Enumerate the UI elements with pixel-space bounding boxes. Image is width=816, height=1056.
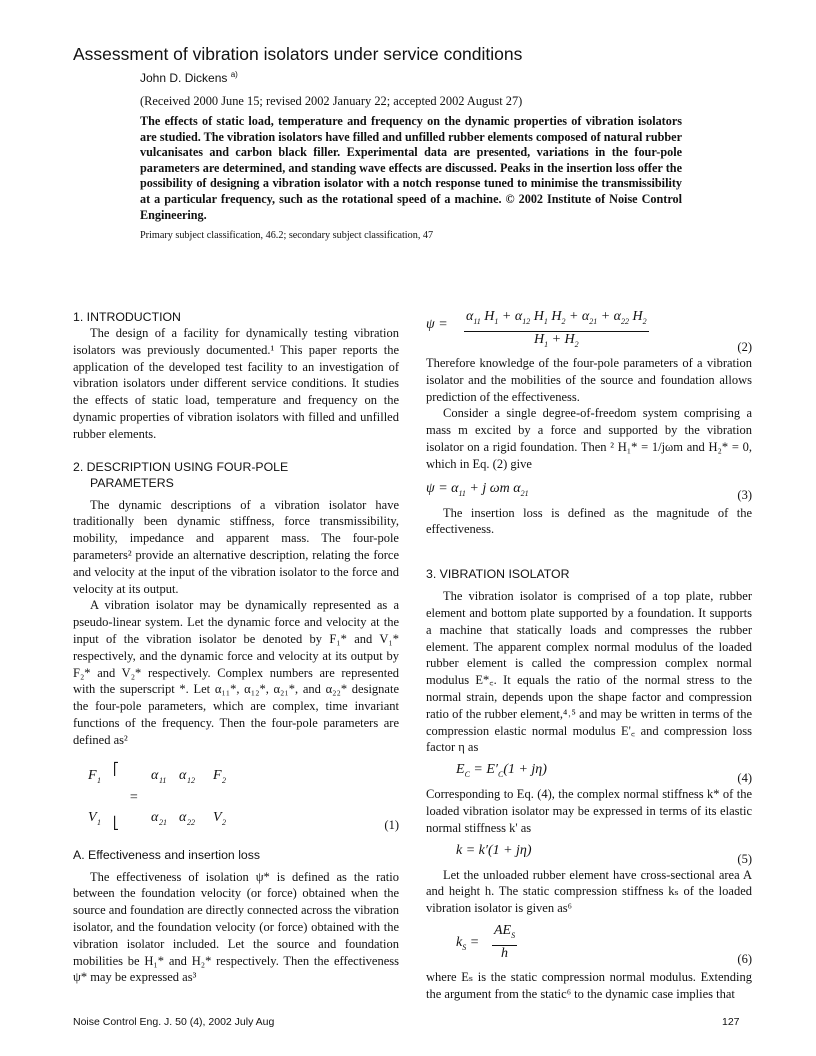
paragraph: Let the unloaded rubber element have cross-sectional area A and height h. The static compression stiffness kₛ of the loaded vibration isolator is given as⁶ <box>426 867 752 916</box>
paragraph: The vibration isolator is comprised of a top plate, rubber element and bottom plate supported by a foundation. It supports a machine that statically loads and compresses the rubber element. The apparent complex normal modulus of the loaded rubber element is called the compression complex normal modulus E*꜀. It equals the ratio of the normal stress to the normal strain, depends upon the shape factor and compression ratio of the rubber element,⁴˒⁵ and may be written in terms of the compression elastic normal modulus E'꜀ and compression loss factor η as <box>426 589 752 755</box>
section-heading-four-pole: 2. DESCRIPTION USING FOUR-POLE PARAMETERS <box>73 459 289 490</box>
svg-text:11: 11 <box>159 775 167 785</box>
section-heading-vibration-isolator: 3. VIBRATION ISOLATOR <box>426 567 570 582</box>
footer-journal: Noise Control Eng. J. 50 (4), 2002 July Aug <box>73 1016 275 1028</box>
svg-text:⎡: ⎡ <box>113 761 119 776</box>
paper-title: Assessment of vibration isolators under service conditions <box>73 44 523 64</box>
author-line <box>140 70 238 85</box>
svg-text:α: α <box>179 767 187 783</box>
svg-text:⎣: ⎣ <box>113 815 119 830</box>
section-heading-effectiveness: A. Effectiveness and insertion loss <box>73 847 261 862</box>
received-dates: (Received 2000 June 15; revised 2002 January 22; accepted 2002 August 27) <box>140 94 523 108</box>
svg-text:1: 1 <box>97 817 101 827</box>
svg-text:2: 2 <box>222 817 226 827</box>
paragraph: The dynamic descriptions of a vibration isolator have traditionally been dynamic stiffness, force transmissibility, mobility, impedance and apparent mass. The four-pole parameters² provide an alternative description, relating the force and velocity at the input of the vibration isolator to the force and velocity at its output. <box>73 497 399 596</box>
equation-number: (2) <box>737 340 752 354</box>
author-affiliation-mark: a) <box>230 70 238 79</box>
equation-number: (5) <box>737 851 752 866</box>
svg-text:22: 22 <box>187 817 195 827</box>
svg-text:α: α <box>151 809 159 825</box>
abstract: The effects of static load, temperature and frequency on the dynamic properties of vibration isolators are studied. The vibration isolators have filled and unfilled rubber elements composed of natural rubber vulcanisates and carbon black filler. Experimental data are presented, variations in the four-pole parameters are determined, and standing wave effects are discussed. Peaks in the insertion loss offer the possibility of designing a vibration isolator with a notch response tuned to minimise the transmissibility at a particular frequency, such as the rotational speed of a machine. © 2002 Institute of Noise Control Engineering. <box>140 114 682 222</box>
svg-text:V: V <box>88 809 97 825</box>
equation-5: k = k′(1 + jη) (5) <box>456 842 752 866</box>
right-column <box>426 309 752 1003</box>
svg-text:=: = <box>129 789 139 805</box>
svg-text:21: 21 <box>159 817 167 827</box>
paragraph: Therefore knowledge of the four-pole parameters of a vibration isolator and the mobilities of the source and foundation allows prediction of the effectiveness. <box>426 356 752 404</box>
equation-4: $E_C = E'_C(1 + j\eta)$ (4) <box>456 762 752 786</box>
author-name: John D. Dickens <box>140 71 228 85</box>
section-heading-introduction: 1. INTRODUCTION <box>73 310 181 324</box>
left-column <box>73 309 399 986</box>
paragraph: The effectiveness of isolation ψ* is defined as the ratio between the foundation velocity (or force) obtained when the source and foundation are directly connected across the vibration isolator, and the foundation velocity (or force) obtained with the vibration isolator included. Let the source and foundation mobilities be H₁* and H₂* respectively. Then the effectiveness ψ* may be expressed as³ <box>73 869 399 985</box>
paragraph: The insertion loss is defined as the magnitude of the effectiveness. <box>426 505 752 537</box>
paragraph: where Eₛ is the static compression normal modulus. Extending the argument from the static⁶ to the dynamic case implies that <box>426 969 752 1001</box>
paragraph: A vibration isolator may be dynamically represented as a pseudo-linear system. Let the dynamic force and velocity at the input of the vibration isolator be denoted by F₁* and V₁* respectively, and the dynamic force and velocity at its output by F₂* and V₂* respectively. Complex numbers are represented with the superscript *. Let α₁₁*, α₁₂*, α₂₁*, and α₂₂* designate the four-pole parameters, which are complex, time invariant functions of the frequency. Then the four-pole parameters are defined as² <box>73 598 399 747</box>
svg-text:α: α <box>179 809 187 825</box>
equation-3: $\psi = \alpha_{11} + j$ ωm $\alpha_{21}$ (3) <box>426 480 752 502</box>
svg-text:α: α <box>151 767 159 783</box>
equation-6: $k_S$ = $AE_S$ h (6) <box>456 922 752 966</box>
svg-text:2: 2 <box>222 775 226 785</box>
svg-text:V: V <box>213 809 222 825</box>
paragraph: Corresponding to Eq. (4), the complex normal stiffness k* of the loaded vibration isolator may be expressed in terms of its elastic normal stiffness k' as <box>426 787 752 835</box>
svg-text:12: 12 <box>187 775 195 785</box>
svg-text:F: F <box>213 767 222 783</box>
svg-text:F: F <box>88 767 97 783</box>
equation-1 <box>73 759 399 839</box>
equation-1-matrix <box>83 759 283 835</box>
equation-number: (3) <box>737 487 752 502</box>
paragraph: The design of a facility for dynamically testing vibration isolators was previously documented.¹ This paper reports the application of the developed test facility to an investigation of vibration isolators under different service conditions. It studies the effects of static load, temperature and frequency on the dynamic properties of vibration isolators with filled and unfilled rubber elements. <box>73 326 399 441</box>
equation-2: ψ = $\frac{\alpha_{11} H_1 + \alpha_{12} H_1 H_2 + \alpha_{21} + \alpha_{22} H_2}{H_1 + H_2}$ (2) <box>426 309 752 354</box>
equation-number: (4) <box>737 771 752 786</box>
svg-text:1: 1 <box>97 775 101 785</box>
equation-number: (1) <box>384 817 399 832</box>
page-number: 127 <box>722 1016 740 1028</box>
subject-classification: Primary subject classification, 46.2; secondary subject classification, 47 <box>140 230 434 241</box>
equation-number: (6) <box>737 951 752 966</box>
paragraph: Consider a single degree-of-freedom system comprising a mass m excited by a force and supported by the vibration isolator on a rigid foundation. Then ² H₁* = 1/jωm and H₂* = 0, which in Eq. (2) give <box>426 406 752 471</box>
